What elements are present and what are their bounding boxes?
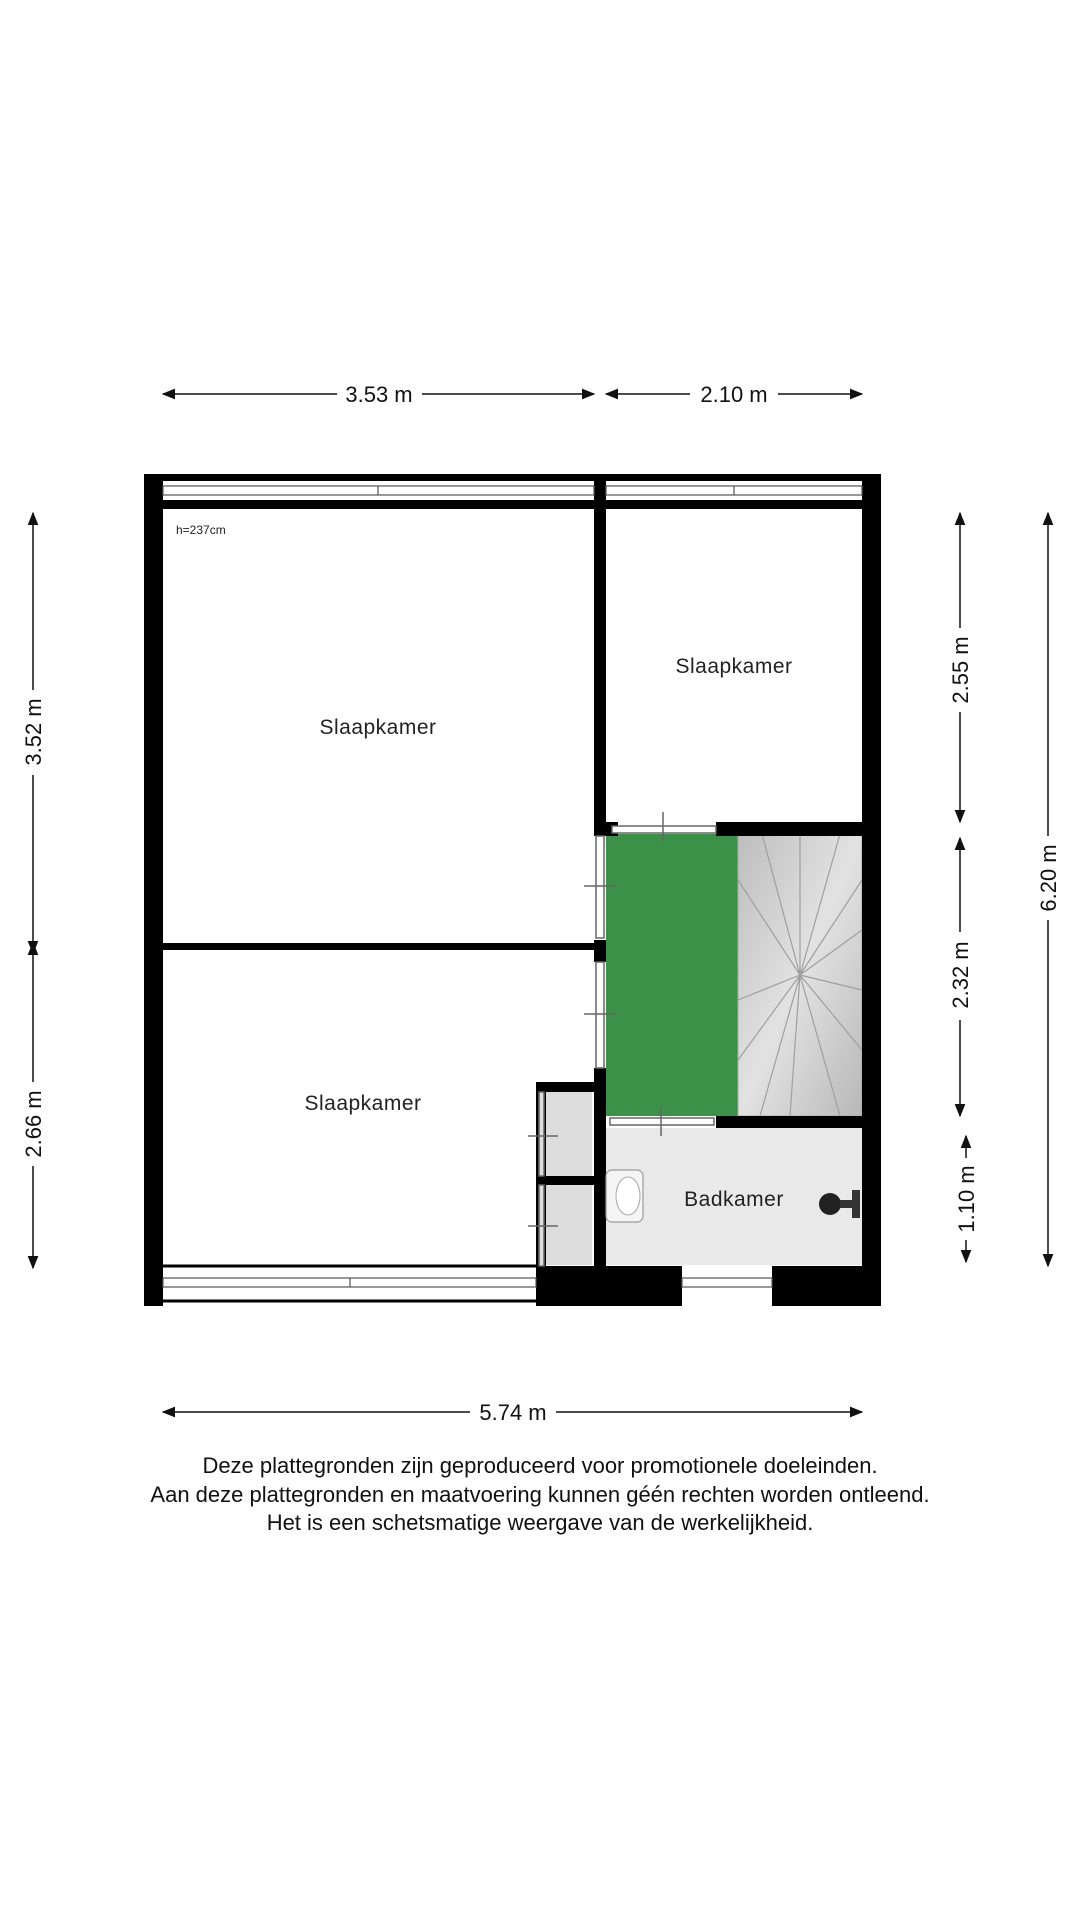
dimension-right-lower: [954, 1136, 979, 1262]
dimension-right-middle: [948, 838, 973, 1116]
dimension-label: 6.20 m: [1036, 844, 1061, 912]
dimension-label: 2.55 m: [948, 636, 973, 704]
dimension-label: 2.66 m: [21, 1090, 46, 1158]
disclaimer-line: Het is een schetsmatige weergave van de werkelijkheid.: [266, 1510, 814, 1535]
dimension-label: 2.10 m: [700, 382, 768, 407]
room-label-bedroom-small: Slaapkamer: [675, 655, 793, 678]
dimension-bottom-total: [163, 1400, 862, 1425]
dimension-label: 1.10 m: [954, 1165, 979, 1233]
room-label-bathroom: Badkamer: [684, 1188, 784, 1211]
sink: [606, 1170, 643, 1222]
ceiling-height-label: h=237cm: [176, 523, 226, 537]
room-label-bedroom-main: Slaapkamer: [319, 716, 437, 739]
dimension-left-lower: [21, 943, 46, 1268]
dimension-top-left: [163, 382, 594, 407]
dimension-top-right: [606, 382, 862, 407]
stairs: [738, 834, 862, 1116]
room-label-bedroom-lower: Slaapkamer: [304, 1092, 422, 1115]
dimension-label: 3.52 m: [21, 698, 46, 766]
dimension-right-upper: [948, 513, 973, 822]
disclaimer-line: Aan deze plattegronden en maatvoering kunnen géén rechten worden ontleend.: [150, 1481, 930, 1507]
dimension-right-total: [1036, 513, 1061, 1266]
dimension-label: 3.53 m: [345, 382, 413, 407]
disclaimer-line: Deze plattegronden zijn geproduceerd voor promotionele doeleinden.: [202, 1453, 878, 1478]
dimension-left-upper: [21, 513, 46, 953]
dimension-label: 5.74 m: [479, 1400, 547, 1425]
dimension-label: 2.32 m: [948, 941, 973, 1009]
disclaimer: [0, 1452, 1080, 1538]
landing-floor: [606, 834, 738, 1116]
